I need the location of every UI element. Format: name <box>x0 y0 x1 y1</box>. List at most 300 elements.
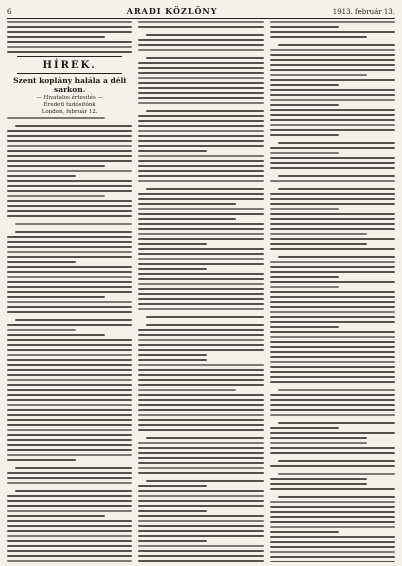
text-line <box>7 339 132 341</box>
text-line <box>7 117 105 119</box>
text-line <box>138 442 263 444</box>
text-line <box>270 129 395 131</box>
text-line <box>138 39 263 41</box>
text-line <box>7 155 132 157</box>
text-line <box>270 356 395 358</box>
text-line <box>7 195 105 197</box>
text-line <box>270 94 395 96</box>
text-line <box>7 444 132 446</box>
page-number: 6 <box>7 8 12 16</box>
column-2 <box>138 21 263 562</box>
text-line <box>138 308 263 310</box>
text-line <box>270 233 368 235</box>
text-line <box>270 316 395 318</box>
text-line <box>138 135 263 137</box>
text-line <box>270 26 339 28</box>
text-line <box>138 364 263 366</box>
text-line <box>278 188 395 190</box>
article-source: Eredeti tudósitónk <box>43 102 96 108</box>
text-line <box>138 339 263 341</box>
text-line <box>7 550 132 552</box>
text-line <box>7 160 132 162</box>
text-line <box>7 210 132 212</box>
text-line <box>138 243 207 245</box>
text-line <box>138 545 263 547</box>
article-headline: Szent koplány halála a déli sarkon. <box>13 76 127 94</box>
text-line <box>138 193 263 195</box>
column-1 <box>7 21 132 562</box>
text-line <box>138 354 207 356</box>
text-line <box>270 516 395 518</box>
text-line <box>138 424 263 426</box>
text-line <box>7 404 132 406</box>
text-line <box>15 319 132 321</box>
text-line <box>138 67 263 69</box>
text-line <box>270 36 368 38</box>
text-line <box>270 488 395 490</box>
text-line <box>7 150 132 152</box>
text-line <box>278 496 395 498</box>
text-line <box>7 276 132 278</box>
text-line <box>278 256 395 258</box>
text-line <box>138 125 263 127</box>
text-line <box>146 57 263 59</box>
text-line <box>138 253 263 255</box>
text-line <box>270 452 395 454</box>
text-line <box>138 21 263 23</box>
text-line <box>7 540 132 542</box>
text-line <box>138 344 263 346</box>
text-line <box>270 541 395 543</box>
text-line <box>138 520 263 522</box>
text-line <box>7 135 132 137</box>
text-line <box>270 261 395 263</box>
text-line <box>270 465 395 467</box>
text-line <box>7 200 132 202</box>
text-line <box>7 419 132 421</box>
text-line <box>270 291 395 293</box>
text-line <box>270 49 395 51</box>
text-line <box>270 551 395 553</box>
text-line <box>7 454 132 456</box>
text-line <box>7 495 132 497</box>
text-line <box>7 329 76 331</box>
text-line <box>270 79 395 81</box>
text-line <box>270 104 339 106</box>
text-line <box>7 344 132 346</box>
text-line <box>7 205 132 207</box>
text-line <box>7 246 132 248</box>
text-line <box>138 165 263 167</box>
text-line <box>7 324 132 326</box>
text-line <box>270 99 395 101</box>
text-line <box>270 276 339 278</box>
text-line <box>270 442 368 444</box>
text-line <box>270 346 395 348</box>
text-line <box>138 208 263 210</box>
text-line <box>270 119 395 121</box>
text-line <box>270 84 339 86</box>
text-line <box>138 26 263 28</box>
text-line <box>138 515 263 517</box>
text-line <box>7 296 105 298</box>
text-line <box>138 228 263 230</box>
text-line <box>7 41 132 43</box>
text-line <box>138 160 263 162</box>
text-line <box>7 251 132 253</box>
text-line <box>138 82 263 84</box>
text-line <box>270 409 395 411</box>
text-line <box>270 536 395 538</box>
text-line <box>270 89 395 91</box>
text-line <box>146 316 263 318</box>
text-line <box>270 366 395 368</box>
text-line <box>146 110 263 112</box>
text-line <box>7 439 132 441</box>
text-line <box>138 263 263 265</box>
text-line <box>138 389 236 391</box>
text-line <box>270 404 395 406</box>
text-line <box>270 531 339 533</box>
text-line <box>270 296 395 298</box>
text-line <box>138 77 263 79</box>
text-line <box>15 467 132 469</box>
text-line <box>270 248 395 250</box>
text-line <box>7 369 132 371</box>
text-line <box>270 31 395 33</box>
text-line <box>7 389 132 391</box>
text-line <box>7 545 132 547</box>
text-line <box>138 429 263 431</box>
text-line <box>7 510 132 512</box>
text-line <box>7 359 132 361</box>
text-line <box>270 124 395 126</box>
text-line <box>270 180 395 182</box>
text-line <box>7 281 132 283</box>
text-line <box>270 526 395 528</box>
text-line <box>270 381 395 383</box>
text-line <box>138 409 263 411</box>
text-line <box>138 198 263 200</box>
text-line <box>278 473 395 475</box>
text-line <box>270 427 339 429</box>
text-line <box>138 525 263 527</box>
text-line <box>7 241 132 243</box>
text-line <box>138 379 263 381</box>
text-line <box>270 483 368 485</box>
text-line <box>7 555 132 557</box>
section-title: HÍREK. <box>42 60 97 71</box>
text-line <box>270 114 395 116</box>
text-line <box>270 376 395 378</box>
text-line <box>15 223 132 225</box>
text-line <box>270 286 339 288</box>
text-line <box>138 349 263 351</box>
text-line <box>138 140 263 142</box>
text-line <box>270 213 395 215</box>
text-line <box>270 193 395 195</box>
text-line <box>138 145 263 147</box>
text-line <box>138 102 263 104</box>
text-line <box>270 331 395 333</box>
text-line <box>270 266 395 268</box>
text-line <box>270 561 395 562</box>
text-line <box>138 238 263 240</box>
text-line <box>15 490 132 492</box>
text-line <box>138 447 263 449</box>
text-line <box>138 92 263 94</box>
text-line <box>7 364 132 366</box>
text-line <box>138 62 263 64</box>
article-subtitle: — Hivatalos értesítés — <box>36 95 104 101</box>
text-line <box>7 51 132 53</box>
text-line <box>270 326 339 328</box>
text-line <box>138 278 263 280</box>
text-line <box>7 261 76 263</box>
text-line <box>7 286 132 288</box>
text-line <box>7 145 132 147</box>
text-line <box>138 180 263 182</box>
text-line <box>7 394 132 396</box>
text-line <box>270 228 395 230</box>
text-line <box>138 399 263 401</box>
text-line <box>138 500 263 502</box>
text-line <box>7 525 132 527</box>
column-3 <box>270 21 395 562</box>
text-line <box>138 394 263 396</box>
text-line <box>7 31 132 33</box>
text-line <box>270 361 395 363</box>
text-line <box>138 293 263 295</box>
text-line <box>138 120 263 122</box>
text-line <box>7 379 132 381</box>
text-line <box>270 311 395 313</box>
text-line <box>7 520 132 522</box>
text-line <box>7 334 105 336</box>
text-line <box>138 485 207 487</box>
text-line <box>7 130 132 132</box>
text-line <box>270 432 395 434</box>
text-line <box>7 256 132 258</box>
text-line <box>270 109 395 111</box>
text-line <box>7 140 132 142</box>
text-line <box>7 46 132 48</box>
text-line <box>7 429 132 431</box>
text-line <box>138 170 263 172</box>
text-line <box>138 560 263 562</box>
text-line <box>7 349 132 351</box>
text-line <box>7 399 132 401</box>
text-line <box>138 175 263 177</box>
text-line <box>138 303 263 305</box>
text-line <box>7 482 132 484</box>
text-line <box>270 147 395 149</box>
text-line <box>270 556 395 558</box>
text-line <box>270 414 395 416</box>
text-line <box>138 369 263 371</box>
text-line <box>146 437 263 439</box>
text-line <box>7 424 132 426</box>
text-line <box>7 190 132 192</box>
text-line <box>270 243 368 245</box>
text-line <box>270 478 368 480</box>
text-line <box>7 530 132 532</box>
text-line <box>138 467 263 469</box>
text-line <box>270 336 395 338</box>
text-line <box>270 157 395 159</box>
text-line <box>7 505 132 507</box>
text-line <box>270 162 395 164</box>
text-line <box>7 215 132 217</box>
text-line <box>138 540 207 542</box>
text-line <box>270 74 368 76</box>
text-line <box>270 152 339 154</box>
text-line <box>7 21 132 23</box>
text-line <box>7 500 132 502</box>
newspaper-title: ARADI KÖZLÖNY <box>126 6 218 16</box>
section-rule <box>17 73 122 74</box>
text-line <box>270 321 395 323</box>
text-line <box>138 452 263 454</box>
text-line <box>270 394 395 396</box>
text-line <box>270 546 395 548</box>
text-line <box>7 170 132 172</box>
text-line <box>138 203 236 205</box>
text-line <box>138 495 263 497</box>
text-line <box>7 311 132 313</box>
text-line <box>270 351 395 353</box>
text-line <box>7 165 105 167</box>
text-line <box>138 334 263 336</box>
text-line <box>138 490 263 492</box>
text-line <box>146 480 263 482</box>
text-line <box>278 44 395 46</box>
text-line <box>7 384 132 386</box>
text-line <box>138 384 263 386</box>
text-line <box>138 258 263 260</box>
text-line <box>270 341 395 343</box>
text-line <box>138 374 263 376</box>
text-line <box>146 34 263 36</box>
text-line <box>7 449 132 451</box>
text-line <box>138 268 207 270</box>
text-line <box>138 414 263 416</box>
text-line <box>7 472 132 474</box>
text-line <box>278 460 395 462</box>
text-line <box>7 180 132 182</box>
text-line <box>138 288 263 290</box>
text-line <box>138 462 263 464</box>
text-line <box>138 550 263 552</box>
text-line <box>270 64 395 66</box>
text-line <box>270 203 395 205</box>
text-line <box>7 175 76 177</box>
text-line <box>138 505 263 507</box>
text-line <box>7 535 132 537</box>
text-line <box>138 223 263 225</box>
text-line <box>270 218 395 220</box>
text-line <box>7 374 132 376</box>
text-line <box>270 21 395 23</box>
text-line <box>138 530 263 532</box>
text-line <box>278 389 395 391</box>
text-line <box>138 457 263 459</box>
text-line <box>270 306 395 308</box>
text-line <box>270 437 368 439</box>
text-line <box>138 87 263 89</box>
section-rule <box>17 56 122 57</box>
text-line <box>7 414 132 416</box>
text-line <box>15 231 132 233</box>
text-line <box>270 511 395 513</box>
text-line <box>138 150 207 152</box>
text-line <box>7 271 132 273</box>
text-line <box>270 69 395 71</box>
text-line <box>7 26 132 28</box>
text-line <box>7 306 132 308</box>
text-line <box>138 248 263 250</box>
issue-date: 1913. február 13. <box>332 8 395 16</box>
text-line <box>278 175 395 177</box>
text-line <box>138 273 263 275</box>
text-line <box>270 271 395 273</box>
text-line <box>7 266 132 268</box>
text-line <box>270 521 395 523</box>
text-line <box>270 134 339 136</box>
text-line <box>7 459 76 461</box>
text-line <box>270 54 395 56</box>
text-line <box>138 298 263 300</box>
text-line <box>270 399 395 401</box>
text-line <box>138 535 263 537</box>
text-line <box>278 422 395 424</box>
text-line <box>138 72 263 74</box>
text-line <box>270 167 395 169</box>
text-line <box>138 472 263 474</box>
text-line <box>7 185 132 187</box>
text-line <box>7 354 132 356</box>
text-line <box>270 506 395 508</box>
text-line <box>138 115 263 117</box>
text-line <box>146 188 263 190</box>
text-line <box>7 434 132 436</box>
text-line <box>270 447 395 449</box>
text-line <box>138 213 263 215</box>
text-line <box>138 419 263 421</box>
text-line <box>7 515 105 517</box>
text-line <box>7 291 132 293</box>
text-line <box>270 238 395 240</box>
text-line <box>7 409 132 411</box>
text-line <box>138 44 263 46</box>
page-header <box>7 6 395 19</box>
text-line <box>138 329 263 331</box>
text-line <box>15 125 132 127</box>
text-line <box>270 501 395 503</box>
text-line <box>270 59 395 61</box>
text-line <box>138 218 236 220</box>
text-line <box>138 359 207 361</box>
text-line <box>7 36 105 38</box>
text-line <box>138 130 263 132</box>
text-line <box>270 301 395 303</box>
text-line <box>270 223 395 225</box>
text-line <box>7 477 132 479</box>
text-line <box>138 510 207 512</box>
article-dateline: London, február 12. <box>41 109 98 115</box>
text-line <box>270 208 339 210</box>
text-line <box>270 371 395 373</box>
